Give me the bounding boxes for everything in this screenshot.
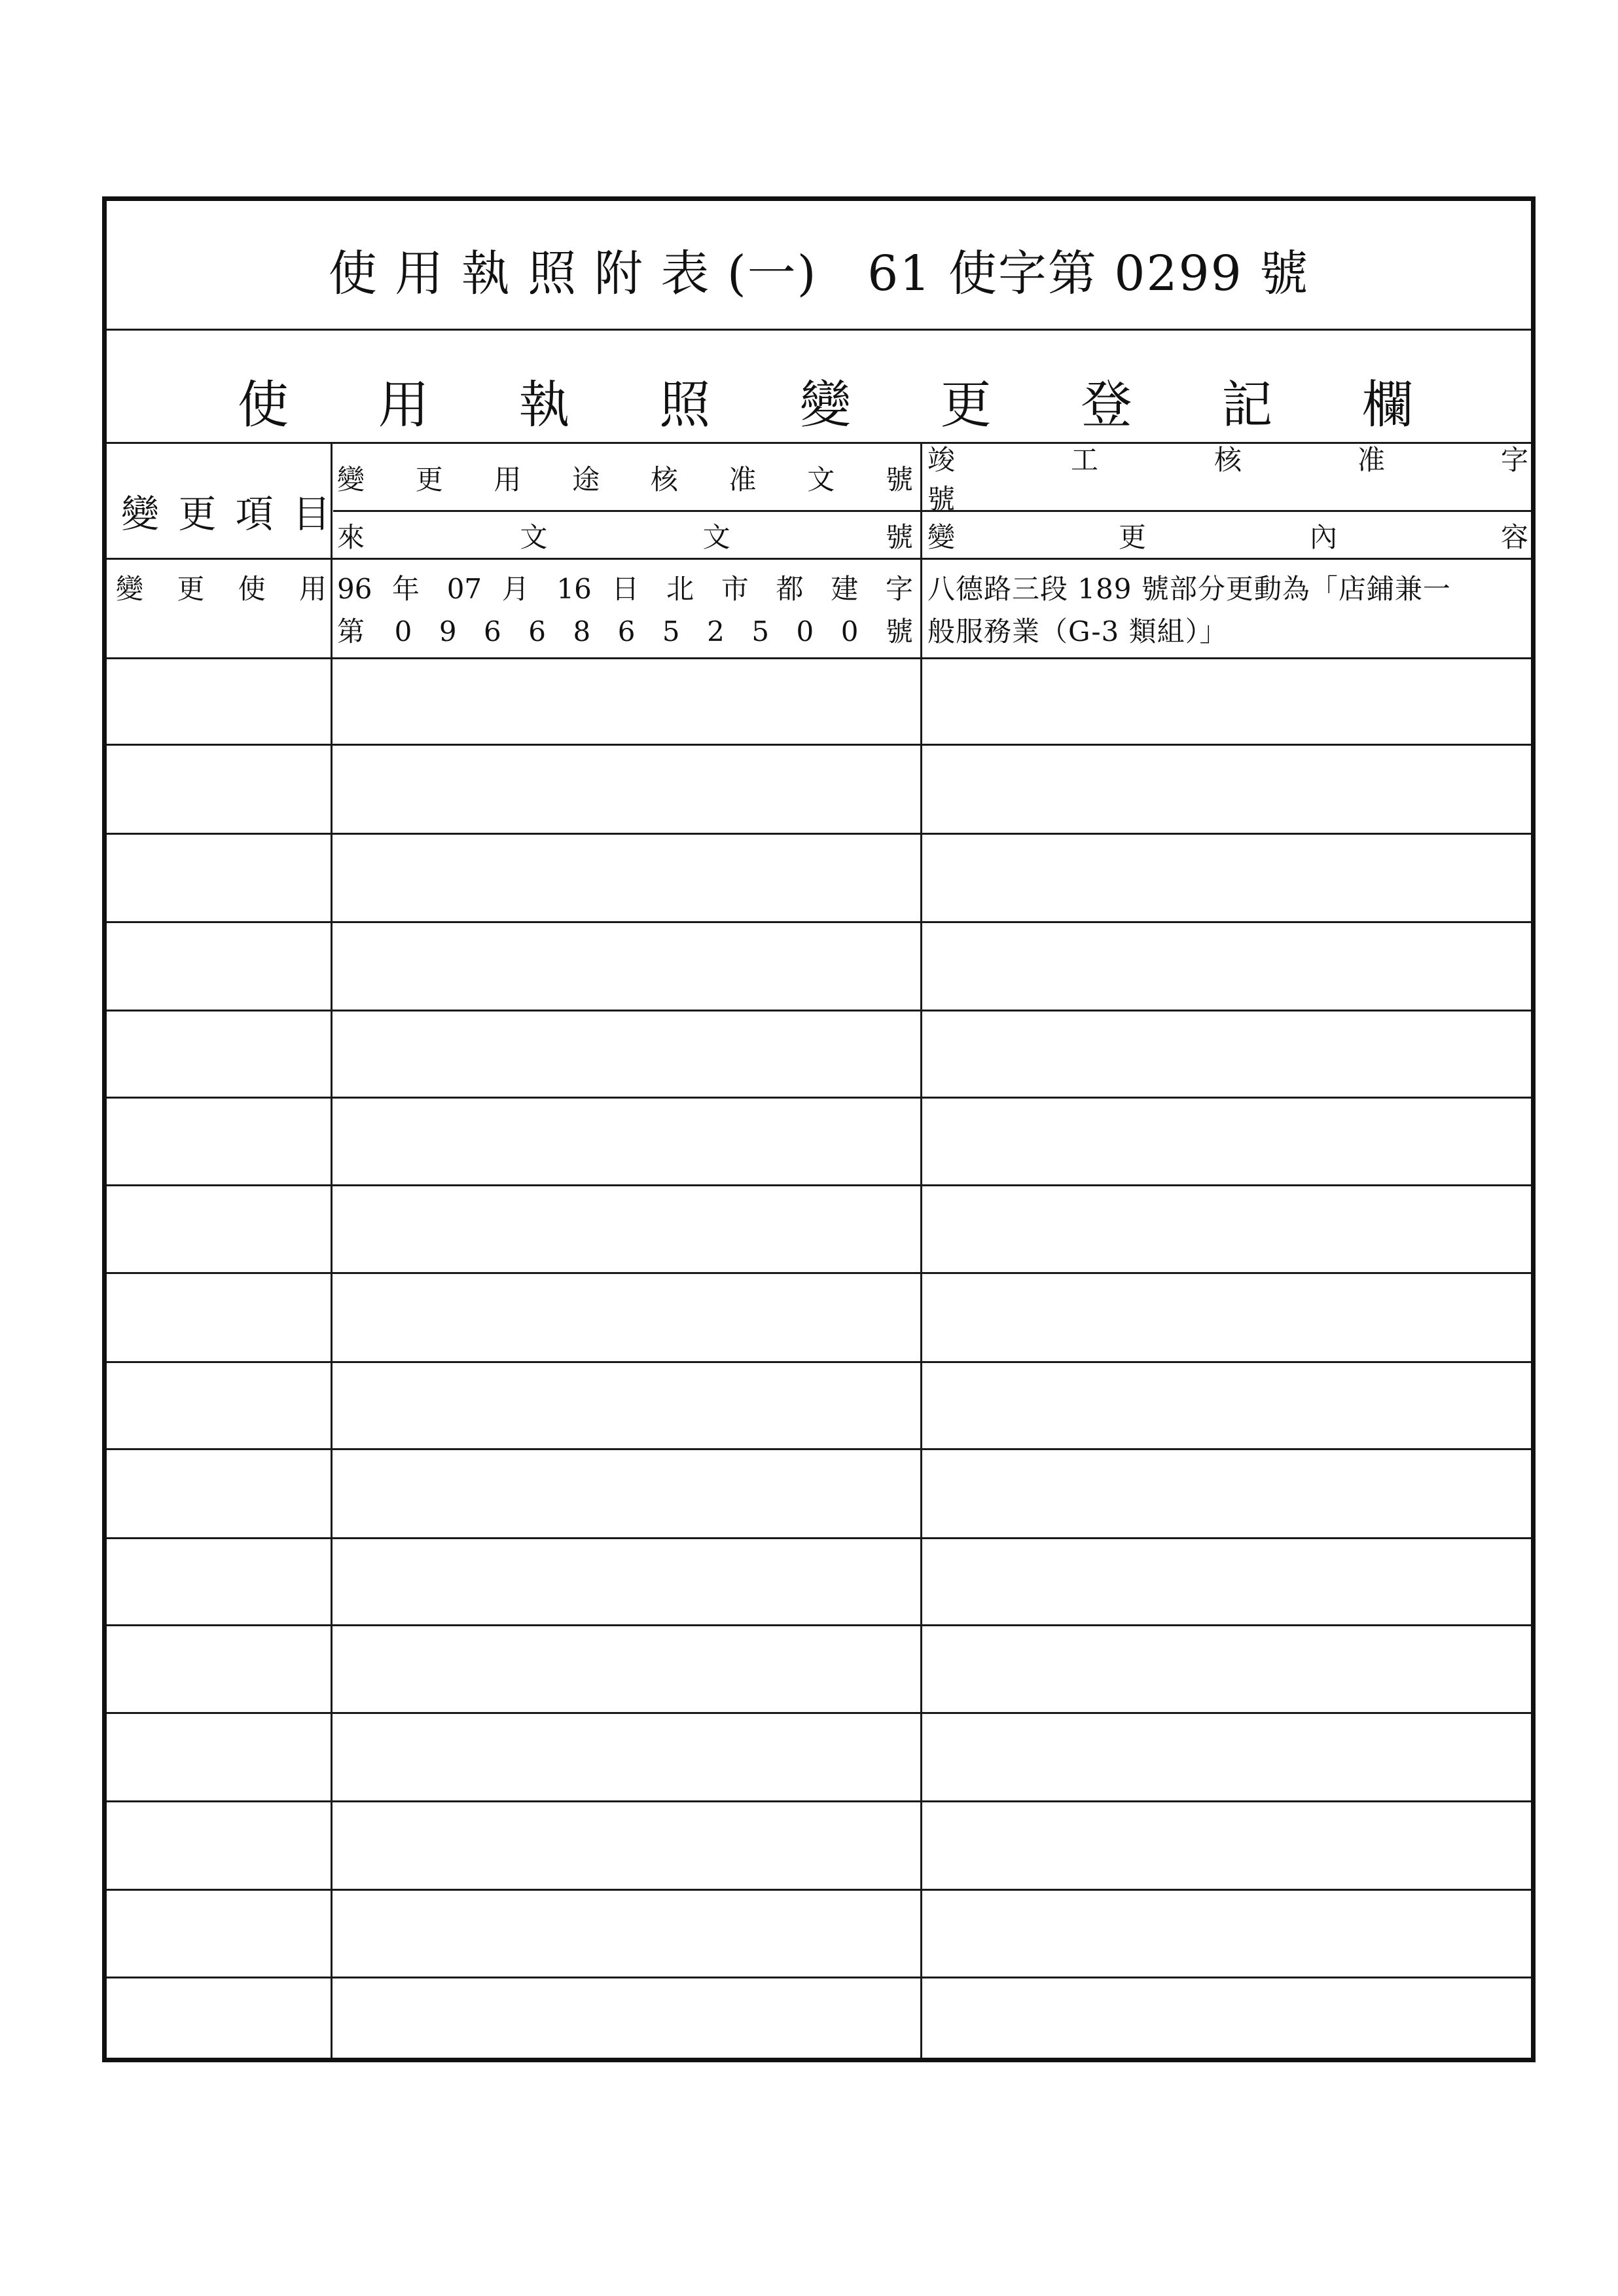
row-divider <box>107 744 1531 746</box>
row-1-item-text: 變 更 使 用 <box>116 573 327 605</box>
header-completion-no <box>927 444 1528 515</box>
header-completion-no-text: 竣 工 核 准 字 號 <box>927 444 1528 515</box>
change-register-form <box>102 196 1536 2062</box>
row-divider <box>107 1537 1531 1539</box>
row-divider <box>107 921 1531 923</box>
row-1-content-line-2 <box>927 610 1528 649</box>
column-divider-2 <box>920 442 922 2058</box>
row-divider <box>107 1448 1531 1450</box>
header-change-content-text: 變 更 內 容 <box>927 521 1528 553</box>
row-divider <box>107 1889 1531 1891</box>
header-approval-doc-no <box>337 455 913 501</box>
header-incoming-doc-no-text: 來 文 文 號 <box>337 521 913 553</box>
header-bottom-divider <box>107 558 1531 560</box>
row-1-content-line-2-text: 般服務業（G-3 類組）」 <box>927 615 1228 647</box>
row-divider <box>107 657 1531 659</box>
row-divider <box>107 1800 1531 1802</box>
header-change-item <box>121 475 331 547</box>
row-1-doc-line-1 <box>337 568 913 607</box>
row-divider <box>107 1097 1531 1099</box>
header-change-item-text: 變 更 項 目 <box>121 492 331 536</box>
row-1-item <box>116 568 327 607</box>
form-title-text: 使 用 執 照 附 表 (一) 61 使字第 0299 號 <box>328 246 1310 302</box>
row-divider <box>107 1977 1531 1978</box>
title-divider <box>107 329 1531 331</box>
row-1-doc-line-2 <box>337 610 913 649</box>
header-incoming-doc-no <box>337 514 913 557</box>
form-title <box>257 234 1380 306</box>
header-approval-doc-no-text: 變 更 用 途 核 准 文 號 <box>337 464 913 496</box>
row-divider <box>107 1272 1531 1274</box>
row-divider <box>107 1184 1531 1186</box>
row-1-content-line-1-text: 八德路三段 189 號部分更動為「店鋪兼一 <box>927 573 1451 605</box>
header-change-content <box>927 514 1528 557</box>
row-divider <box>107 833 1531 835</box>
row-divider <box>107 1361 1531 1363</box>
row-1-content-line-1 <box>927 568 1528 607</box>
section-title-text: 使 用 執 照 變 更 登 記 欄 <box>238 376 1413 435</box>
row-divider <box>107 1010 1531 1011</box>
column-divider-1 <box>331 442 333 2058</box>
row-divider <box>107 1624 1531 1626</box>
row-divider <box>107 1712 1531 1714</box>
row-1-doc-line-1-text: 96 年 07 月 16 日 北 市 都 建 字 <box>337 573 913 605</box>
section-title <box>238 358 1413 443</box>
row-1-doc-line-2-text: 第 0 9 6 6 8 6 5 2 5 0 0 號 <box>337 615 913 647</box>
